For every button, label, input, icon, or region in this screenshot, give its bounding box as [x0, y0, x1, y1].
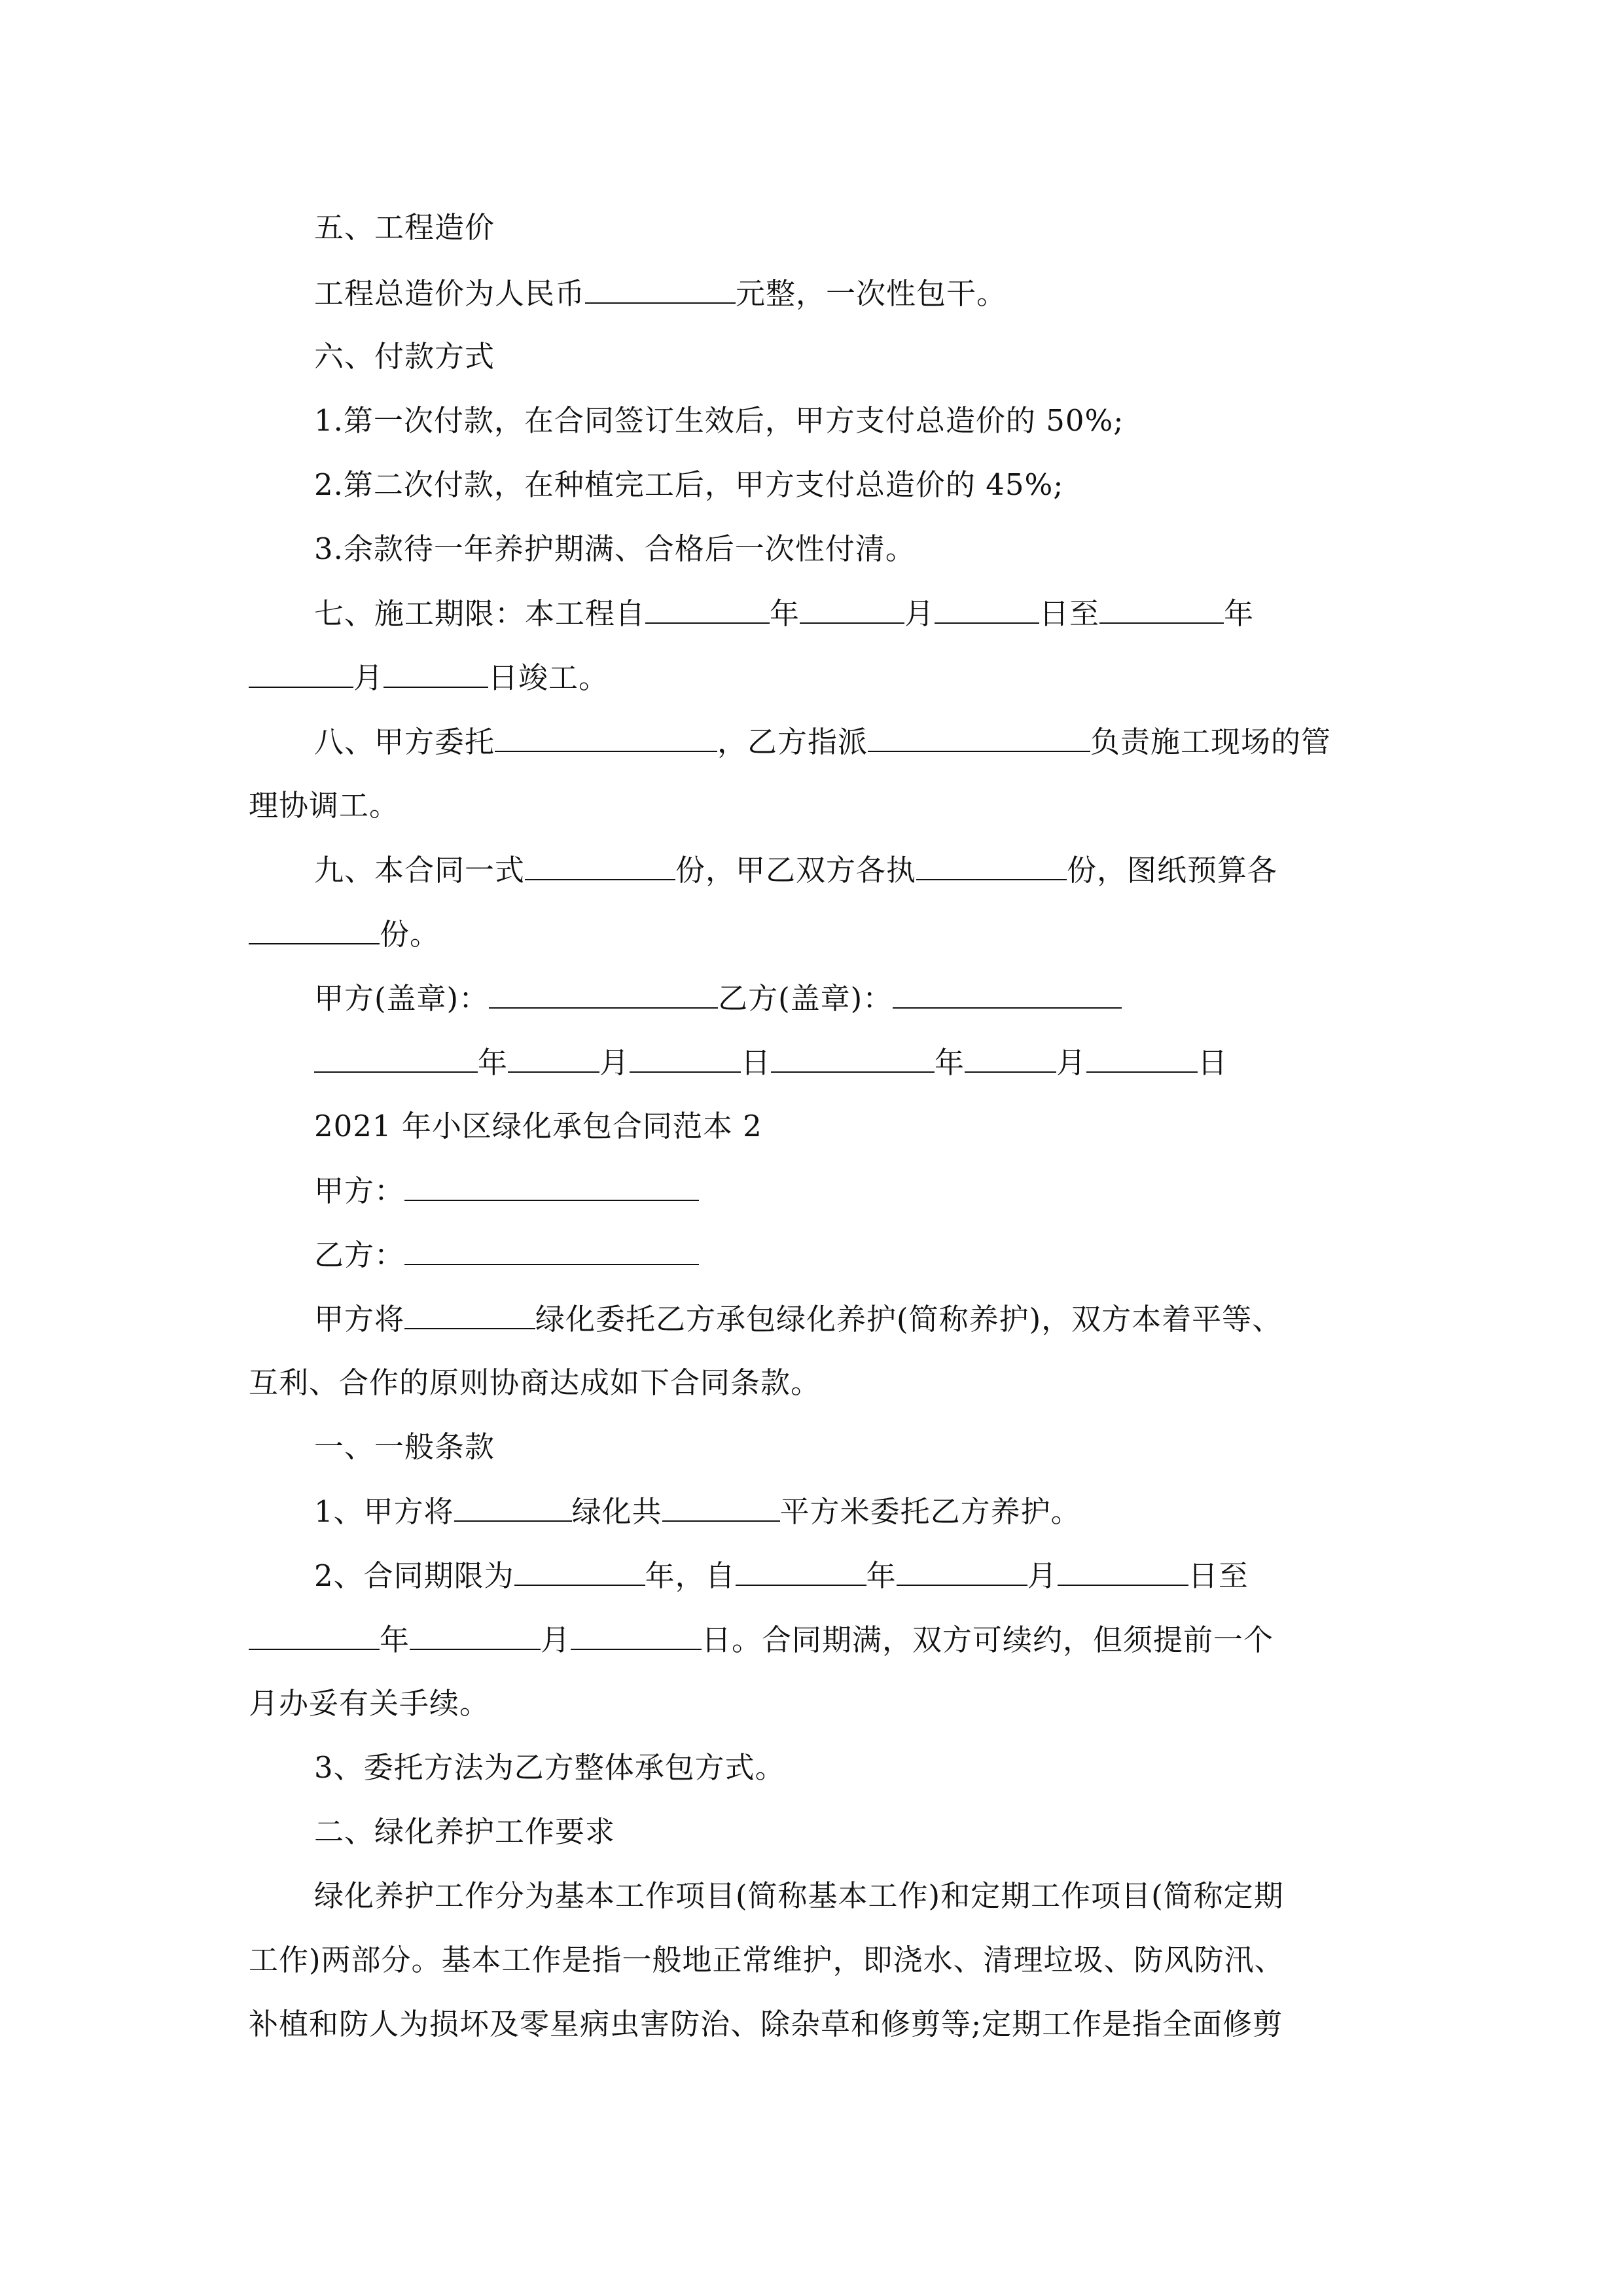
- date-line: 年 月 日 年 月 日: [314, 1043, 1374, 1083]
- blank-field: [916, 850, 1067, 880]
- blank-field: [935, 594, 1039, 624]
- section-nine-continued: 份。: [249, 914, 1374, 954]
- blank-field: [249, 658, 353, 688]
- maintenance-paragraph-line-3: 补植和防人为损坏及零星病虫害防治、除杂草和修剪等;定期工作是指全面修剪: [249, 2007, 1283, 2041]
- payment-item-3: 3.余款待一年养护期满、合格后一次性付清。: [314, 531, 916, 566]
- general-term-2: 2、合同期限为 年，自 年 月 日至: [314, 1556, 1374, 1596]
- blank-field: [897, 1556, 1027, 1586]
- blank-field: [868, 722, 1090, 752]
- blank-field: [662, 1492, 780, 1522]
- general-term-1: 1、甲方将 绿化共 平方米委托乙方养护。: [314, 1492, 1374, 1532]
- blank-field: [404, 1235, 699, 1265]
- section-seven-continued: 月 日竣工。: [249, 658, 1374, 698]
- blank-field: [514, 1556, 645, 1586]
- maintenance-paragraph-line-2: 工作)两部分。基本工作是指一般地正常维护，即浇水、清理垃圾、防风防汛、: [249, 1943, 1285, 1977]
- second-contract-title: 2021 年小区绿化承包合同范本 2: [314, 1109, 762, 1143]
- blank-field: [1058, 1556, 1188, 1586]
- party-b-line: 乙方：: [314, 1235, 1374, 1275]
- seal-line: 甲方(盖章)： 乙方(盖章)：: [314, 978, 1374, 1018]
- intro-continued: 互利、合作的原则协商达成如下合同条款。: [249, 1365, 821, 1400]
- section-five-heading: 五、工程造价: [314, 210, 495, 245]
- blank-field: [525, 850, 675, 880]
- blank-field: [736, 1556, 866, 1586]
- maintenance-paragraph-line-1: 绿化养护工作分为基本工作项目(简称基本工作)和定期工作项目(简称定期: [314, 1878, 1284, 1913]
- total-cost-line: 工程总造价为人民币 元整，一次性包干。: [314, 274, 1374, 314]
- blank-field: [383, 658, 488, 688]
- section-seven-line: 七、施工期限：本工程自 年 月 日至 年: [314, 594, 1374, 634]
- blank-field: [893, 978, 1122, 1009]
- blank-field: [965, 1043, 1056, 1073]
- blank-field: [314, 1043, 478, 1073]
- blank-field: [495, 722, 717, 752]
- blank-field: [404, 1171, 699, 1201]
- blank-field: [645, 594, 770, 624]
- general-terms-heading: 一、一般条款: [314, 1429, 495, 1464]
- party-a-line: 甲方：: [314, 1171, 1374, 1211]
- payment-item-1: 1.第一次付款，在合同签订生效后，甲方支付总造价的 50%;: [314, 403, 1124, 438]
- blank-field: [489, 978, 718, 1009]
- section-nine-line: 九、本合同一式 份，甲乙双方各执 份，图纸预算各: [314, 850, 1374, 890]
- blank-field: [508, 1043, 599, 1073]
- general-term-2-end: 月办妥有关手续。: [249, 1686, 490, 1721]
- section-two-heading: 二、绿化养护工作要求: [314, 1814, 616, 1849]
- general-term-3: 3、委托方法为乙方整体承包方式。: [314, 1750, 785, 1785]
- blank-field: [800, 594, 904, 624]
- blank-field: [404, 1299, 535, 1329]
- payment-item-2: 2.第二次付款，在种植完工后，甲方支付总造价的 45%;: [314, 467, 1064, 502]
- blank-field: [410, 1620, 541, 1650]
- blank-field: [249, 914, 380, 944]
- blank-field: [771, 1043, 935, 1073]
- section-six-heading: 六、付款方式: [314, 339, 495, 374]
- section-eight-line: 八、甲方委托 ，乙方指派 负责施工现场的管: [314, 722, 1374, 762]
- blank-field: [1099, 594, 1224, 624]
- blank-field: [630, 1043, 741, 1073]
- blank-field: [249, 1620, 380, 1650]
- section-eight-continued: 理协调工。: [249, 788, 400, 823]
- blank-field: [585, 274, 736, 304]
- blank-field: [571, 1620, 702, 1650]
- blank-field: [454, 1492, 572, 1522]
- intro-line: 甲方将 绿化委托乙方承包绿化养护(简称养护)，双方本着平等、: [314, 1299, 1374, 1339]
- blank-field: [1086, 1043, 1198, 1073]
- general-term-2-continued: 年 月 日。合同期满，双方可续约，但须提前一个: [249, 1620, 1374, 1660]
